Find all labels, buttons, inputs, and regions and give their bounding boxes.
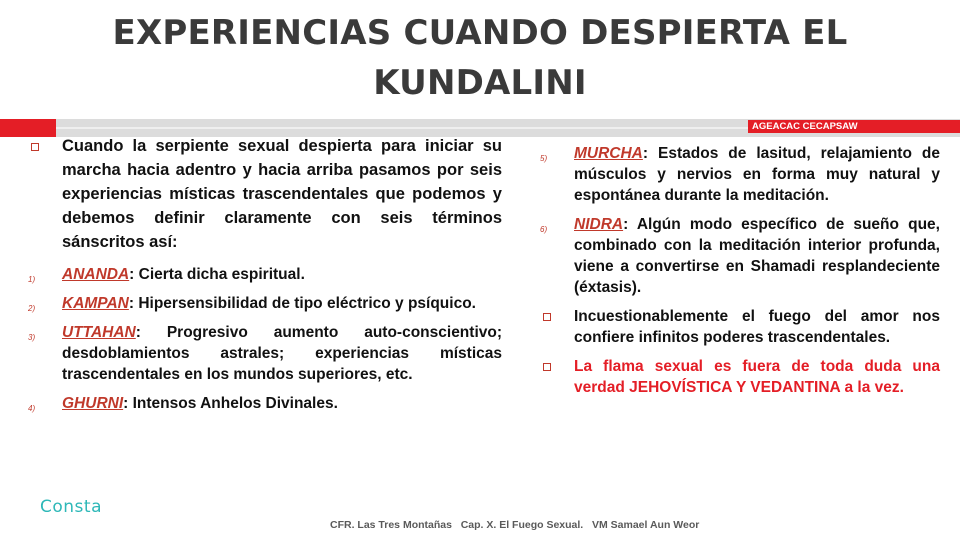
list-number: 1) bbox=[28, 275, 36, 284]
term-description: : Cierta dicha espiritual. bbox=[129, 266, 305, 283]
term-murcha: MURCHA bbox=[574, 145, 643, 162]
list-item bbox=[28, 293, 502, 314]
bullet-text: La flama sexual es fuera de toda duda una verdad JEHOVÍSTICA Y VEDANTINA a la vez. bbox=[574, 358, 940, 396]
square-bullet-icon bbox=[543, 313, 551, 321]
list-number: 5) bbox=[540, 154, 548, 163]
left-column bbox=[28, 134, 502, 422]
list-item bbox=[28, 264, 502, 285]
term-description: : Intensos Anhelos Divinales. bbox=[123, 395, 338, 412]
term-nidra: NIDRA bbox=[574, 216, 624, 233]
bullet-text: Incuestionablemente el fuego del amor nos confiere infinitos poderes trascendentales. bbox=[574, 308, 940, 346]
footer-citation: CFR. Las Tres Montañas Cap. X. El Fuego Sexual. VM Samael Aun Weor bbox=[330, 519, 700, 531]
term-description: : Progresivo aumento auto-conscientivo; desdoblamientos astrales; experiencias místicas trascendentales en los mundos superiores, etc. bbox=[62, 324, 502, 383]
term-description: : Algún modo específico de sueño que, combinado con la meditación interior profunda, viene a convertirse en Shamadi resplandeciente (éxtasis). bbox=[574, 216, 940, 296]
term-uttahan: UTTAHAN bbox=[62, 324, 136, 341]
list-item bbox=[28, 322, 502, 385]
header-tag: AGEACAC CECAPSAW bbox=[748, 120, 960, 133]
list-item bbox=[28, 393, 502, 414]
list-item bbox=[540, 214, 940, 298]
right-column bbox=[540, 143, 940, 406]
list-number: 3) bbox=[28, 333, 36, 342]
bullet-item bbox=[540, 306, 940, 348]
square-bullet-icon bbox=[31, 143, 39, 151]
term-description: : Hipersensibilidad de tipo eléctrico y psíquico. bbox=[128, 295, 476, 312]
intro-text: Cuando la serpiente sexual despierta para iniciar su marcha hacia adentro y hacia arriba pasamos por seis experiencias místicas trascendentales que podemos y debemos definir claramente con seis términos sánscritos así: bbox=[62, 137, 502, 251]
term-kampan: KAMPAN bbox=[62, 295, 129, 312]
term-description: : Estados de lasitud, relajamiento de músculos y nervios en forma muy natural y espontánea durante la meditación. bbox=[574, 145, 940, 204]
list-number: 4) bbox=[28, 404, 36, 413]
slide-title: EXPERIENCIAS CUANDO DESPIERTA EL KUNDALINI bbox=[112, 13, 848, 103]
list-number: 2) bbox=[28, 304, 36, 313]
intro-paragraph bbox=[28, 134, 502, 254]
square-bullet-icon bbox=[543, 363, 551, 371]
bullet-item-highlight bbox=[540, 356, 940, 398]
term-ghurni: GHURNI bbox=[62, 395, 124, 412]
consta-label: Consta bbox=[40, 497, 102, 517]
list-item bbox=[540, 143, 940, 206]
list-number: 6) bbox=[540, 225, 548, 234]
term-ananda: ANANDA bbox=[62, 266, 130, 283]
